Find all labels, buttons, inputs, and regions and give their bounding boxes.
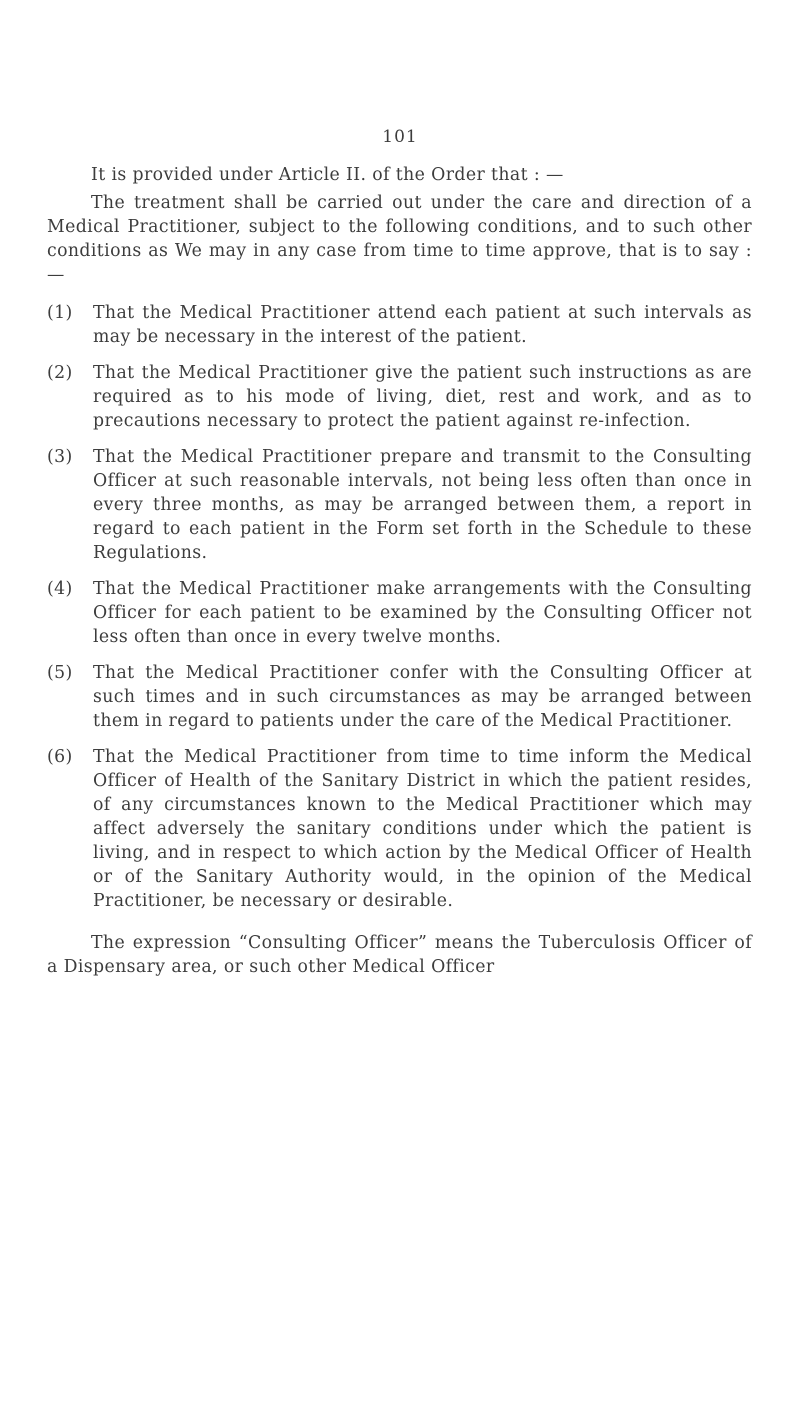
condition-number: (2): [47, 363, 73, 383]
condition-item: [47, 745, 752, 913]
condition-item: [47, 445, 752, 565]
condition-item: [47, 361, 752, 433]
intro-paragraph: It is provided under Article II. of the Order that : —: [91, 165, 564, 185]
condition-number: (5): [47, 663, 73, 683]
condition-text: That the Medical Practitioner from time to time inform the Medical Officer of Health of the Sanitary District in which the patient resides, of any circumstances known to the Medical Practitioner which may affect adversely the sanitary conditions under which the patient is living, and in respect to which action by the Medical Officer of Health or of the Sanitary Authority would, in the opinion of the Medical Practitioner, be necessary or desirable.: [93, 747, 752, 911]
condition-number: (6): [47, 747, 73, 767]
condition-text: That the Medical Practitioner give the patient such instructions as are required as to his mode of living, diet, rest and work, and as to precautions necessary to protect the patient against re-infection.: [93, 363, 752, 431]
document-body: [47, 163, 752, 979]
preamble-paragraph: The treatment shall be carried out under the care and direction of a Medical Practitioner, subject to the following conditions, and to such other conditions as We may in any case from time to time approve, that is to say : —: [47, 193, 752, 285]
condition-number: (3): [47, 447, 73, 467]
condition-item: [47, 577, 752, 649]
condition-text: That the Medical Practitioner attend each patient at such intervals as may be necessary in the interest of the patient.: [93, 303, 752, 347]
condition-item: [47, 661, 752, 733]
condition-text: That the Medical Practitioner confer with the Consulting Officer at such times and in such circumstances as may be arranged between them in regard to patients under the care of the Medical Practitioner.: [93, 663, 752, 731]
condition-text: That the Medical Practitioner make arrangements with the Consulting Officer for each patient to be examined by the Consulting Officer not less often than once in every twelve months.: [93, 579, 752, 647]
condition-text: That the Medical Practitioner prepare and transmit to the Consulting Officer at such reasonable intervals, not being less often than once in every three months, as may be arranged between them, a report in regard to each patient in the Form set forth in the Schedule to these Regulations.: [93, 447, 752, 563]
condition-number: (1): [47, 303, 73, 323]
condition-number: (4): [47, 579, 73, 599]
page-number: 101: [382, 127, 418, 147]
condition-item: [47, 301, 752, 349]
closing-paragraph: The expression “Consulting Officer” means the Tuberculosis Officer of a Dispensary area, or such other Medical Officer: [47, 933, 752, 977]
conditions-list: [47, 301, 752, 913]
